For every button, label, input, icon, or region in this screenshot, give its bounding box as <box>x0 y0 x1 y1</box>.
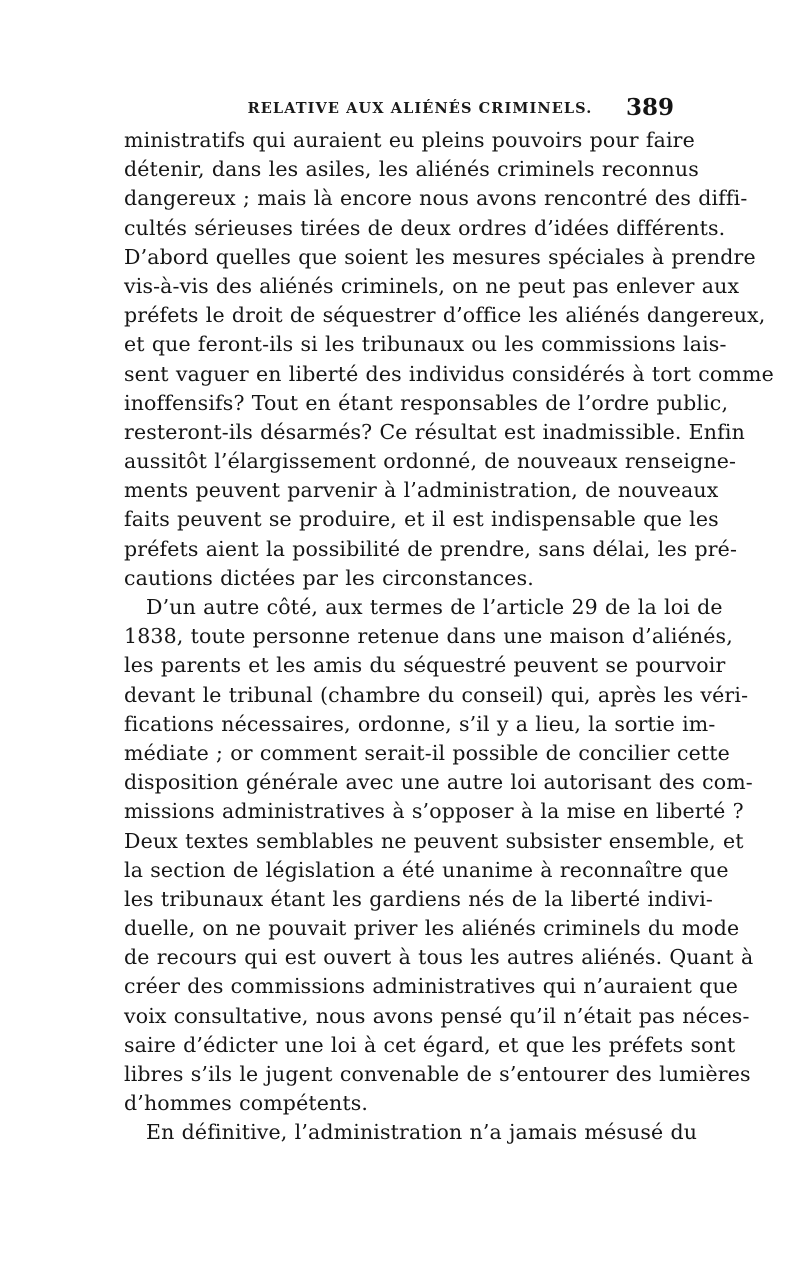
text-line: resteront-ils désarmés? Ce résultat est inadmissible. Enfin <box>124 419 745 444</box>
text-line: les parents et les amis du séquestré peuvent se pourvoir <box>124 653 726 678</box>
text-line: dangereux ; mais là encore nous avons rencontré des diffi- <box>124 186 748 211</box>
text-line: préfets le droit de séquestrer d’office les aliénés dangereux, <box>124 303 766 328</box>
text-line: les tribunaux étant les gardiens nés de la liberté indivi- <box>124 886 714 911</box>
running-header <box>126 94 674 124</box>
text-line: libres s’ils le jugent convenable de s’entourer des lumières <box>124 1062 751 1086</box>
text-line: préfets aient la possibilité de prendre, sans délai, les pré- <box>124 536 738 561</box>
text-line: voix consultative, nous avons pensé qu’il n’était pas néces- <box>124 1003 750 1028</box>
paragraph-end-line: d’hommes compétents. <box>124 1091 369 1116</box>
text-line: cultés sérieuses tirées de deux ordres d’idées différents. <box>124 215 726 240</box>
text-line: ments peuvent parvenir à l’administration, de nouveaux <box>124 478 719 503</box>
text-line: duelle, on ne pouvait priver les aliénés criminels du mode <box>124 916 740 941</box>
paragraph-end-line: cautions dictées par les circonstances. <box>124 565 534 590</box>
text-line: fications nécessaires, ordonne, s’il y a lieu, la sortie im- <box>124 711 716 736</box>
text-line: saire d’édicter une loi à cet égard, et que les préfets sont <box>124 1032 736 1057</box>
text-line: faits peuvent se produire, et il est indispensable que les <box>124 507 719 532</box>
text-line: détenir, dans les asiles, les aliénés criminels reconnus <box>124 157 699 182</box>
body-text <box>124 126 774 1148</box>
text-line: inoffensifs? Tout en étant responsables de l’ordre public, <box>124 390 729 415</box>
text-line: D’abord quelles que soient les mesures spéciales à prendre <box>124 244 756 269</box>
text-line: créer des commissions administratives qui n’auraient que <box>124 974 739 999</box>
text-line: 1838, toute personne retenue dans une maison d’aliénés, <box>124 624 733 649</box>
text-line: disposition générale avec une autre loi autorisant des com- <box>124 770 753 795</box>
text-line: la section de législation a été unanime à reconnaître que <box>124 857 729 882</box>
text-line: de recours qui est ouvert à tous les autres aliénés. Quant à <box>124 945 754 970</box>
text-line: aussitôt l’élargissement ordonné, de nouveaux renseigne- <box>124 449 737 474</box>
text-line: ministratifs qui auraient eu pleins pouvoirs pour faire <box>124 128 695 152</box>
text-line: Deux textes semblables ne peuvent subsister ensemble, et <box>124 828 744 853</box>
paragraph-start-line: En définitive, l’administration n’a jamais mésusé du <box>146 1120 698 1145</box>
text-line: missions administratives à s’opposer à la mise en liberté ? <box>124 799 744 824</box>
text-line: et que feront-ils si les tribunaux ou les commissions lais- <box>124 332 727 357</box>
text-line: sent vaguer en liberté des individus considérés à tort comme <box>124 361 774 386</box>
running-title: RELATIVE AUX ALIÉNÉS CRIMINELS. <box>247 100 593 117</box>
text-line: vis-à-vis des aliénés criminels, on ne peut pas enlever aux <box>124 273 740 298</box>
text-line: médiate ; or comment serait-il possible de concilier cette <box>124 740 730 765</box>
text-line: devant le tribunal (chambre du conseil) qui, après les véri- <box>124 682 749 707</box>
paragraph-start-line: D’un autre côté, aux termes de l’article 29 de la loi de <box>146 595 723 619</box>
page-number: 389 <box>625 94 674 121</box>
